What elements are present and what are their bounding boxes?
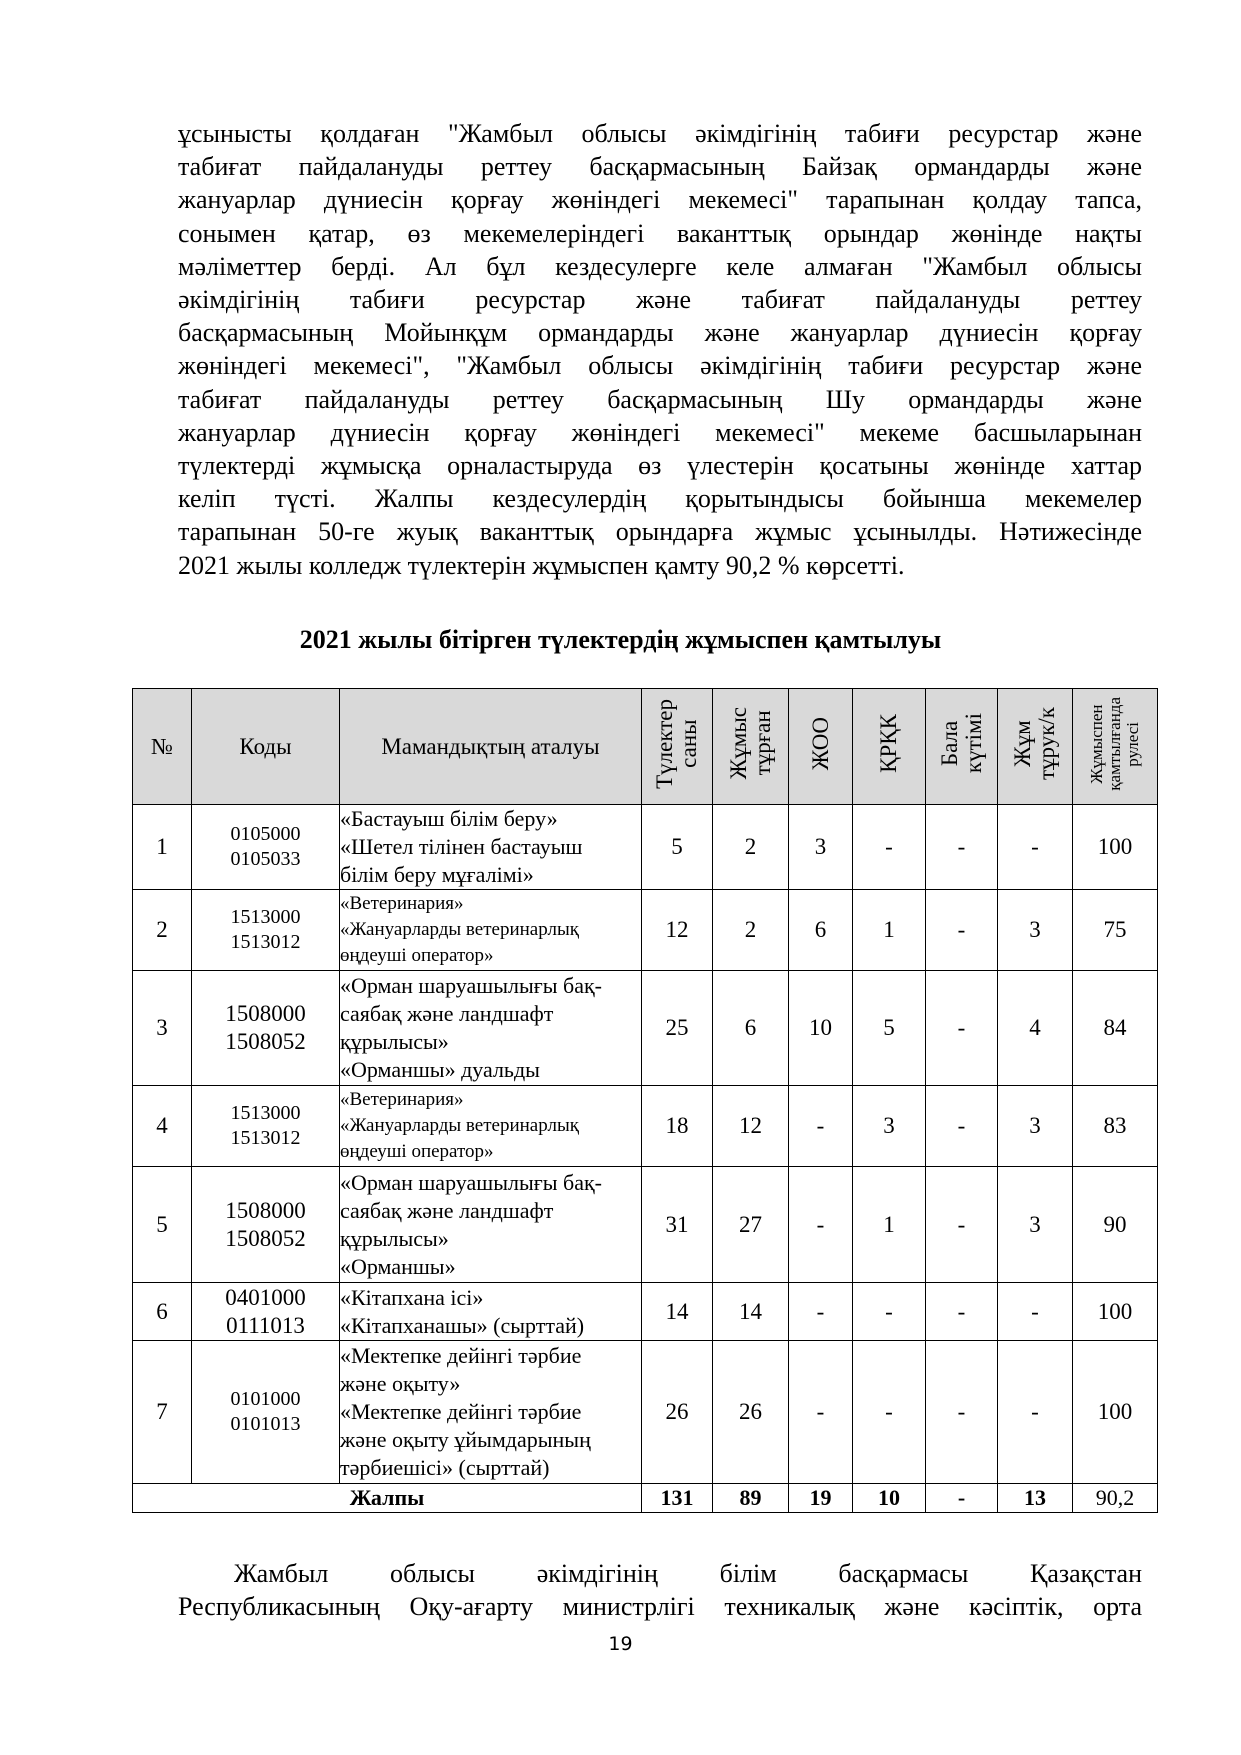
table-row <box>133 1167 1158 1283</box>
cell-codes: 0401000 0111013 <box>192 1283 340 1341</box>
cell-codes: 1508000 1508052 <box>192 1167 340 1283</box>
table-row <box>133 1086 1158 1167</box>
cell-graduates: 26 <box>642 1341 713 1484</box>
paragraph-line: табиғат пайдалануды реттеу басқармасының Шу ормандарды және <box>178 384 1142 414</box>
cell-employed: 2 <box>713 890 789 971</box>
paragraph-line: ұсынысты қолдаған "Жамбыл облысы әкімдігінің табиғи ресурстар және <box>178 119 1142 148</box>
cell-employed: 6 <box>713 971 789 1086</box>
paragraph-line: түлектерді жұмысқа орналастыруда өз үлестерін қосатыны жөнінде хаттар <box>178 451 1142 481</box>
cell-codes: 1508000 1508052 <box>192 971 340 1086</box>
cell-name: «Орман шаруашылығы бақ- саябақ және ландшафт құрылысы» «Орманшы» <box>340 1167 642 1283</box>
header-maternity: Бала күтімі <box>926 689 998 805</box>
cell-codes: 0105000 0105033 <box>192 805 340 890</box>
cell-rate: 83 <box>1073 1086 1158 1167</box>
header-name: Мамандықтың аталуы <box>340 689 642 805</box>
table-row <box>133 805 1158 890</box>
cell-free: 3 <box>998 1086 1073 1167</box>
cell-free: - <box>998 1341 1073 1484</box>
cell-rate: 84 <box>1073 971 1158 1086</box>
cell-rate: 100 <box>1073 1283 1158 1341</box>
cell-graduates: 14 <box>642 1283 713 1341</box>
cell-army: 5 <box>853 971 926 1086</box>
header-rate: Жұмыспен қамтылғанда рулесі <box>1073 689 1158 805</box>
paragraph-1 <box>178 117 1142 582</box>
cell-army: 1 <box>853 890 926 971</box>
page-number: 19 <box>608 1633 633 1655</box>
header-num: № <box>133 689 192 805</box>
employment-table <box>132 688 1158 1513</box>
total-army: 10 <box>853 1484 926 1513</box>
total-graduates: 131 <box>642 1484 713 1513</box>
cell-codes: 1513000 1513012 <box>192 1086 340 1167</box>
cell-higher-ed: - <box>789 1341 853 1484</box>
cell-maternity: - <box>926 805 998 890</box>
cell-higher-ed: - <box>789 1283 853 1341</box>
cell-employed: 12 <box>713 1086 789 1167</box>
cell-name: «Бастауыш білім беру» «Шетел тілінен бастауыш білім беру мұғалімі» <box>340 805 642 890</box>
cell-higher-ed: - <box>789 1086 853 1167</box>
paragraph-line: 2021 жылы колледж түлектерін жұмыспен қамту 90,2 % көрсетті. <box>178 550 905 580</box>
cell-rate: 75 <box>1073 890 1158 971</box>
cell-rate: 90 <box>1073 1167 1158 1283</box>
paragraph-line: сонымен қатар, өз мекемелеріндегі ваканттық орындар жөнінде нақты <box>178 218 1142 248</box>
cell-name: «Кітапхана ісі» «Кітапханашы» (сырттай) <box>340 1283 642 1341</box>
paragraph-line: әкімдігінің табиғи ресурстар және табиғат пайдалануды реттеу <box>178 285 1142 315</box>
paragraph-line: тарапынан 50-ге жуық ваканттық орындарға жұмыс ұсынылды. Нәтижесінде <box>178 517 1142 547</box>
cell-higher-ed: - <box>789 1167 853 1283</box>
cell-graduates: 25 <box>642 971 713 1086</box>
paragraph-line: келіп түсті. Жалпы кездесулердің қорытындысы бойынша мекемелер <box>178 484 1142 514</box>
cell-rate: 100 <box>1073 805 1158 890</box>
cell-free: 4 <box>998 971 1073 1086</box>
cell-free: 3 <box>998 890 1073 971</box>
table-row <box>133 890 1158 971</box>
table-total-row <box>133 1484 1158 1513</box>
cell-free: - <box>998 805 1073 890</box>
paragraph-line: жөніндегі мекемесі", "Жамбыл облысы әкімдігінің табиғи ресурстар және <box>178 351 1142 381</box>
paragraph-line: жануарлар дүниесін қорғау жөніндегі мекемесі" тарапынан қолдау тапса, <box>178 185 1142 215</box>
cell-higher-ed: 10 <box>789 971 853 1086</box>
cell-army: 1 <box>853 1167 926 1283</box>
cell-num: 1 <box>133 805 192 890</box>
total-maternity: - <box>926 1484 998 1513</box>
cell-codes: 0101000 0101013 <box>192 1341 340 1484</box>
cell-graduates: 12 <box>642 890 713 971</box>
cell-maternity: - <box>926 1086 998 1167</box>
cell-higher-ed: 6 <box>789 890 853 971</box>
cell-army: - <box>853 1283 926 1341</box>
cell-num: 5 <box>133 1167 192 1283</box>
cell-name: «Орман шаруашылығы бақ- саябақ және ландшафт құрылысы» «Орманшы» дуальды <box>340 971 642 1086</box>
cell-free: 3 <box>998 1167 1073 1283</box>
cell-higher-ed: 3 <box>789 805 853 890</box>
header-free: Жұм тұрук/к <box>998 689 1073 805</box>
cell-num: 6 <box>133 1283 192 1341</box>
paragraph-line: жануарлар дүниесін қорғау жөніндегі мекемесі" мекеме басшыларынан <box>178 417 1142 447</box>
table-title: 2021 жылы бітірген түлектердің жұмыспен қамтылуы <box>299 625 942 654</box>
table-row <box>133 1283 1158 1341</box>
cell-employed: 2 <box>713 805 789 890</box>
cell-maternity: - <box>926 1167 998 1283</box>
table-row <box>133 1341 1158 1484</box>
paragraph-line: мәліметтер берді. Ал бұл кездесулерге келе алмаған "Жамбыл облысы <box>178 251 1142 281</box>
header-code: Коды <box>192 689 340 805</box>
cell-army: 3 <box>853 1086 926 1167</box>
cell-employed: 26 <box>713 1341 789 1484</box>
cell-army: - <box>853 1341 926 1484</box>
cell-maternity: - <box>926 971 998 1086</box>
cell-name: «Ветеринария» «Жануарларды ветеринарлық өңдеуші оператор» <box>340 1086 642 1167</box>
header-graduates: Түлектер саны <box>642 689 713 805</box>
cell-num: 2 <box>133 890 192 971</box>
header-employed: Жұмыс тұрған <box>713 689 789 805</box>
cell-maternity: - <box>926 1283 998 1341</box>
cell-employed: 27 <box>713 1167 789 1283</box>
cell-maternity: - <box>926 890 998 971</box>
paragraph-line: басқармасының Мойынқұм ормандарды және жануарлар дүниесін қорғау <box>178 318 1142 348</box>
total-label: Жалпы <box>133 1484 642 1513</box>
cell-num: 3 <box>133 971 192 1086</box>
cell-num: 7 <box>133 1341 192 1484</box>
total-higher-ed: 19 <box>789 1484 853 1513</box>
paragraph-line: Жамбыл облысы әкімдігінің білім басқармасы Қазақстан <box>234 1559 1142 1588</box>
total-rate: 90,2 <box>1073 1484 1158 1513</box>
cell-graduates: 31 <box>642 1167 713 1283</box>
cell-name: «Ветеринария» «Жануарларды ветеринарлық өңдеуші оператор» <box>340 890 642 971</box>
paragraph-2 <box>178 1557 1142 1623</box>
cell-free: - <box>998 1283 1073 1341</box>
total-free: 13 <box>998 1484 1073 1513</box>
header-army: ҚРҚК <box>853 689 926 805</box>
cell-rate: 100 <box>1073 1341 1158 1484</box>
cell-codes: 1513000 1513012 <box>192 890 340 971</box>
cell-army: - <box>853 805 926 890</box>
paragraph-line: табиғат пайдалануды реттеу басқармасының Байзақ ормандарды және <box>178 152 1142 182</box>
total-employed: 89 <box>713 1484 789 1513</box>
cell-graduates: 18 <box>642 1086 713 1167</box>
table-header-row <box>133 689 1158 805</box>
cell-employed: 14 <box>713 1283 789 1341</box>
cell-name: «Мектепке дейінгі тәрбие және оқыту» «Мектепке дейінгі тәрбие және оқыту ұйымдарының тәрбиешісі» (сырттай) <box>340 1341 642 1484</box>
cell-num: 4 <box>133 1086 192 1167</box>
paragraph-line: Республикасының Оқу-ағарту министрлігі техникалық және кәсіптік, орта <box>178 1592 1142 1622</box>
cell-maternity: - <box>926 1341 998 1484</box>
header-higher-ed: ЖОО <box>789 689 853 805</box>
table-row <box>133 971 1158 1086</box>
cell-graduates: 5 <box>642 805 713 890</box>
